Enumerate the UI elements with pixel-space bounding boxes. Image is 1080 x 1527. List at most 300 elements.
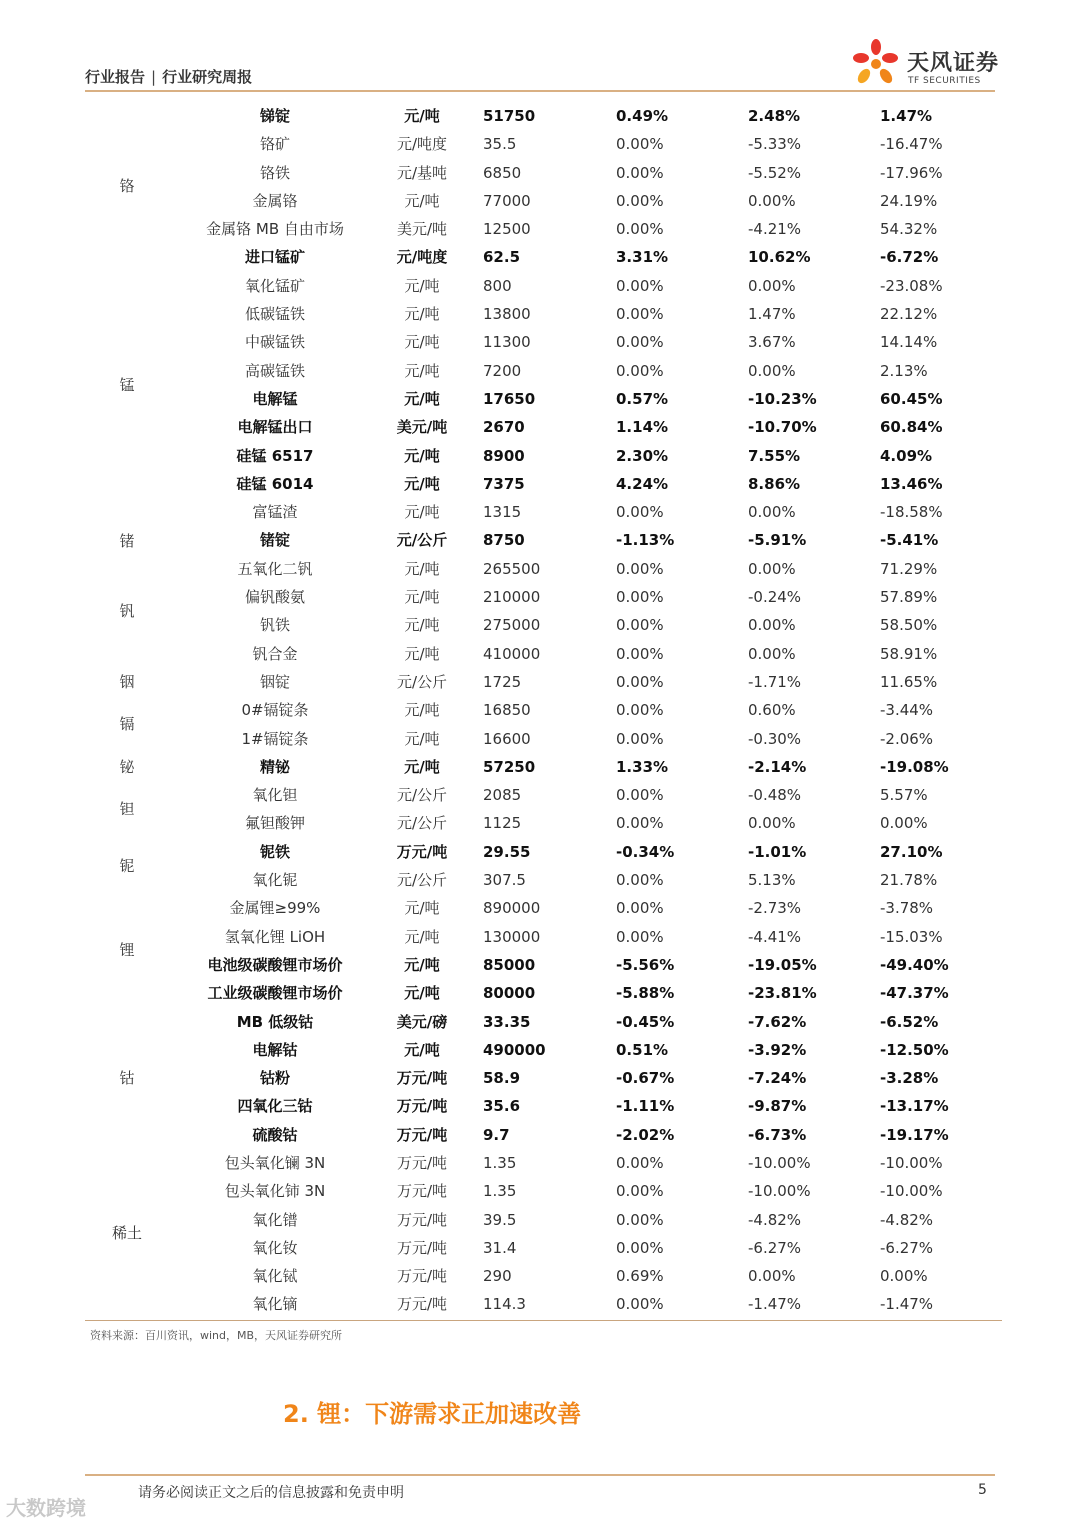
ytd-change-cell: 60.84% [880,418,943,437]
ytd-change-cell: 1.47% [880,107,933,125]
table-row [85,696,1002,724]
weekly-change-cell: 0.00% [616,729,664,748]
table-bottom-rule [85,1320,1002,1321]
weekly-change-cell: -0.34% [616,842,675,861]
ytd-change-cell: -49.40% [880,955,949,974]
table-row [85,328,1002,356]
monthly-change-cell: 5.13% [748,871,796,890]
table-row [85,951,1002,979]
unit-cell: 元/吨 [404,588,440,607]
monthly-change-cell: 0.00% [748,814,796,833]
price-cell: 307.5 [483,871,526,890]
ytd-change-cell: -6.27% [880,1238,934,1257]
weekly-change-cell: -1.13% [616,531,675,550]
metal-group-label: 铟 [119,673,135,691]
table-row [85,498,1002,526]
monthly-change-cell: -0.30% [748,729,802,748]
ytd-change-cell: 5.57% [880,786,928,805]
product-name-cell: 电解锰 [252,389,298,408]
weekly-change-cell: 0.00% [616,333,664,352]
monthly-change-cell: -6.73% [748,1125,807,1144]
price-cell: 7375 [483,474,525,493]
ytd-change-cell: 0.00% [880,1267,928,1286]
table-row [85,470,1002,498]
monthly-change-cell: -5.33% [748,135,802,154]
weekly-change-cell: 1.14% [616,418,669,437]
monthly-change-cell: -19.05% [748,955,817,974]
weekly-change-cell: 0.00% [616,361,664,380]
price-cell: 490000 [483,1040,546,1059]
unit-cell: 元/公斤 [396,871,448,890]
monthly-change-cell: 0.60% [748,701,796,720]
unit-cell: 元/吨 [404,644,440,663]
monthly-change-cell: -9.87% [748,1097,807,1116]
ytd-change-cell: -12.50% [880,1040,949,1059]
weekly-change-cell: 0.57% [616,389,669,408]
metal-group-label: 铌 [119,856,135,875]
price-cell: 2670 [483,418,525,437]
price-cell: 210000 [483,588,541,607]
unit-cell: 元/吨 [404,474,440,493]
weekly-change-cell: 0.00% [616,135,664,154]
product-name-cell: 电池级碳酸锂市场价 [207,955,343,974]
company-logo [850,38,1000,90]
unit-cell: 万元/吨 [396,1295,448,1314]
product-name-cell: 金属锂≥99% [229,899,321,918]
footer-disclaimer: 请务必阅读正文之后的信息披露和免责申明 [138,1485,404,1501]
ytd-change-cell: 0.00% [880,814,928,833]
weekly-change-cell: 1.33% [616,757,669,776]
weekly-change-cell: 0.00% [616,191,664,210]
product-name-cell: 电解钴 [252,1040,298,1059]
logo-name-cn: 天风证券 [907,51,1000,76]
table-row [85,159,1002,187]
monthly-change-cell: 0.00% [748,503,796,522]
ytd-change-cell: -13.17% [880,1097,949,1116]
monthly-change-cell: 0.00% [748,1267,796,1286]
price-cell: 51750 [483,107,536,125]
product-name-cell: 铌铁 [259,842,290,861]
ytd-change-cell: -3.28% [880,1069,939,1088]
header-separator: | [151,68,157,86]
table-row [85,1121,1002,1149]
monthly-change-cell: 7.55% [748,446,801,465]
product-name-cell: 锑锭 [259,107,290,125]
table-row [85,781,1002,809]
product-name-cell: 氧化铽 [252,1267,298,1286]
table-row [85,1064,1002,1092]
monthly-change-cell: 0.00% [748,644,796,663]
product-name-cell: MB 低级钴 [236,1012,314,1031]
header-title [85,66,252,87]
weekly-change-cell: 0.00% [616,559,664,578]
weekly-change-cell: 0.00% [616,588,664,607]
price-cell: 80000 [483,984,536,1003]
table-row [85,272,1002,300]
unit-cell: 元/吨 [404,729,440,748]
price-cell: 16600 [483,729,531,748]
table-row [85,102,1002,130]
monthly-change-cell: -2.14% [748,757,807,776]
ytd-change-cell: -15.03% [880,927,943,946]
unit-cell: 万元/吨 [396,1153,448,1172]
unit-cell: 万元/吨 [396,842,448,861]
unit-cell: 美元/吨 [396,418,448,437]
unit-cell: 万元/吨 [396,1238,448,1257]
page-number: 5 [978,1482,987,1498]
price-cell: 33.35 [483,1012,531,1031]
price-cell: 35.5 [483,135,517,154]
product-name-cell: 富锰渣 [252,503,298,522]
ytd-change-cell: 54.32% [880,220,938,239]
table-row [85,923,1002,951]
product-name-cell: 锗锭 [259,531,290,550]
price-cell: 800 [483,276,512,295]
product-name-cell: 氧化钕 [252,1238,298,1257]
ytd-change-cell: 58.91% [880,644,938,663]
ytd-change-cell: -4.82% [880,1210,934,1229]
table-row [85,555,1002,583]
product-name-cell: 包头氧化镧 3N [224,1153,326,1172]
price-cell: 31.4 [483,1238,517,1257]
table-row [85,838,1002,866]
product-name-cell: 金属铬 [252,191,298,210]
header-subtitle: 行业研究周报 [162,68,253,86]
price-cell: 12500 [483,220,531,239]
ytd-change-cell: -18.58% [880,503,943,522]
product-name-cell: 氧化钽 [252,786,298,805]
weekly-change-cell: -0.67% [616,1069,675,1088]
unit-cell: 美元/磅 [396,1012,448,1031]
monthly-change-cell: -10.00% [748,1182,811,1201]
monthly-change-cell: -23.81% [748,984,817,1003]
unit-cell: 元/公斤 [396,814,448,833]
monthly-change-cell: 1.47% [748,305,796,324]
product-name-cell: 钒铁 [259,616,290,635]
ytd-change-cell: -47.37% [880,984,949,1003]
weekly-change-cell: 0.00% [616,276,664,295]
price-cell: 39.5 [483,1210,517,1229]
unit-cell: 美元/吨 [396,220,448,239]
ytd-change-cell: 13.46% [880,474,943,493]
header-divider [85,90,995,92]
monthly-change-cell: 8.86% [748,474,801,493]
price-cell: 85000 [483,955,536,974]
ytd-change-cell: -3.78% [880,899,934,918]
table-row [85,442,1002,470]
weekly-change-cell: 3.31% [616,248,669,267]
weekly-change-cell: 0.00% [616,701,664,720]
weekly-change-cell: -0.45% [616,1012,675,1031]
monthly-change-cell: -7.62% [748,1012,807,1031]
price-cell: 8900 [483,446,525,465]
logo-name-en: TF SECURITIES [908,76,981,86]
table-row [85,1149,1002,1177]
metal-group-label: 钒 [119,601,135,620]
unit-cell: 元/公斤 [396,786,448,805]
ytd-change-cell: -2.06% [880,729,934,748]
metal-group-label: 锗 [119,531,135,550]
product-name-cell: 钴粉 [259,1069,290,1088]
weekly-change-cell: -5.56% [616,955,675,974]
monthly-change-cell: -7.24% [748,1069,807,1088]
unit-cell: 元/吨 [404,757,440,776]
monthly-change-cell: -0.48% [748,786,802,805]
table-row [85,668,1002,696]
unit-cell: 元/吨 [404,446,440,465]
ytd-change-cell: 60.45% [880,389,943,408]
weekly-change-cell: 0.51% [616,1040,669,1059]
table-row [85,809,1002,837]
weekly-change-cell: 0.00% [616,305,664,324]
monthly-change-cell: 0.00% [748,191,796,210]
weekly-change-cell: 0.00% [616,1182,664,1201]
ytd-change-cell: -6.52% [880,1012,939,1031]
ytd-change-cell: 2.13% [880,361,928,380]
unit-cell: 元/吨 [404,305,440,324]
weekly-change-cell: 0.00% [616,814,664,833]
monthly-change-cell: 0.00% [748,361,796,380]
unit-cell: 元/基吨 [396,163,448,182]
unit-cell: 元/吨 [404,559,440,578]
price-cell: 35.6 [483,1097,521,1116]
table-row [85,187,1002,215]
product-name-cell: 中碳锰铁 [244,333,305,352]
weekly-change-cell: 0.00% [616,1153,664,1172]
weekly-change-cell: -5.88% [616,984,675,1003]
table-row [85,611,1002,639]
table-row [85,1262,1002,1290]
monthly-change-cell: 3.67% [748,333,796,352]
ytd-change-cell: 27.10% [880,842,943,861]
ytd-change-cell: 57.89% [880,588,938,607]
table-row [85,1092,1002,1120]
monthly-change-cell: 10.62% [748,248,811,267]
product-name-cell: 电解锰出口 [237,418,313,437]
monthly-change-cell: -5.52% [748,163,802,182]
table-row [85,1036,1002,1064]
metal-group-label: 钴 [119,1068,135,1087]
unit-cell: 元/吨 [404,701,440,720]
monthly-change-cell: -0.24% [748,588,802,607]
monthly-change-cell: 0.00% [748,616,796,635]
monthly-change-cell: -1.01% [748,842,807,861]
table-row [85,243,1002,271]
monthly-change-cell: -3.92% [748,1040,807,1059]
price-cell: 62.5 [483,248,521,267]
price-cell: 58.9 [483,1069,521,1088]
unit-cell: 元/公斤 [396,672,448,691]
unit-cell: 元/吨 [404,191,440,210]
monthly-change-cell: -4.82% [748,1210,802,1229]
product-name-cell: 进口锰矿 [244,248,305,267]
ytd-change-cell: 71.29% [880,559,938,578]
metal-group-label: 铋 [119,757,135,776]
monthly-change-cell: -6.27% [748,1238,802,1257]
table-row [85,413,1002,441]
product-name-cell: 偏钒酸氨 [244,588,305,607]
product-name-cell: 氢氧化锂 LiOH [224,927,326,946]
price-cell: 57250 [483,757,536,776]
unit-cell: 万元/吨 [396,1267,448,1286]
watermark: 大数跨境 [6,1496,86,1520]
product-name-cell: 0#镉锭条 [241,701,309,720]
table-row [85,894,1002,922]
product-name-cell: 硫酸钴 [252,1125,298,1144]
ytd-change-cell: -19.08% [880,757,949,776]
product-name-cell: 铬铁 [259,163,290,182]
monthly-change-cell: -10.23% [748,389,817,408]
ytd-change-cell: -3.44% [880,701,934,720]
product-name-cell: 硅锰 6014 [236,474,314,493]
price-cell: 890000 [483,899,541,918]
product-name-cell: 1#镉锭条 [241,729,309,748]
price-cell: 114.3 [483,1295,526,1314]
product-name-cell: 高碳锰铁 [244,361,305,380]
product-name-cell: 氧化镨 [252,1210,298,1229]
table-row [85,1234,1002,1262]
ytd-change-cell: 22.12% [880,305,938,324]
product-name-cell: 铟锭 [259,672,290,691]
weekly-change-cell: 0.00% [616,644,664,663]
unit-cell: 万元/吨 [396,1097,448,1116]
price-cell: 290 [483,1267,512,1286]
monthly-change-cell: -10.70% [748,418,817,437]
product-name-cell: 五氧化二钒 [237,559,313,578]
ytd-change-cell: 4.09% [880,446,933,465]
ytd-change-cell: 24.19% [880,191,938,210]
unit-cell: 万元/吨 [396,1210,448,1229]
price-cell: 1315 [483,503,522,522]
weekly-change-cell: 0.00% [616,1210,664,1229]
monthly-change-cell: 0.00% [748,559,796,578]
price-cell: 77000 [483,191,531,210]
product-name-cell: 金属铬 MB 自由市场 [206,220,344,239]
table-row [85,640,1002,668]
ytd-change-cell: -5.41% [880,531,939,550]
unit-cell: 元/吨 [404,927,440,946]
price-cell: 1125 [483,814,522,833]
table-row [85,215,1002,243]
price-cell: 29.55 [483,842,531,861]
table-row [85,526,1002,554]
price-cell: 9.7 [483,1125,510,1144]
table-row [85,753,1002,781]
table-row [85,583,1002,611]
weekly-change-cell: 0.00% [616,1238,664,1257]
table-row [85,1177,1002,1205]
ytd-change-cell: -10.00% [880,1153,943,1172]
price-cell: 8750 [483,531,525,550]
section-title: 2. 锂：下游需求正加速改善 [283,1400,582,1428]
product-name-cell: 钒合金 [252,644,298,663]
monthly-change-cell: -2.73% [748,899,802,918]
monthly-change-cell: -1.71% [748,672,802,691]
weekly-change-cell: 0.00% [616,871,664,890]
product-name-cell: 低碳锰铁 [244,305,305,324]
flower-logo-icon [850,38,902,90]
ytd-change-cell: -10.00% [880,1182,943,1201]
weekly-change-cell: -1.11% [616,1097,675,1116]
weekly-change-cell: 0.49% [616,107,669,125]
price-cell: 1.35 [483,1182,517,1201]
unit-cell: 元/吨 [404,616,440,635]
product-name-cell: 精铋 [259,757,290,776]
price-cell: 1725 [483,672,522,691]
unit-cell: 元/吨 [404,1040,440,1059]
unit-cell: 元/吨度 [396,135,448,154]
product-name-cell: 四氧化三钴 [237,1097,313,1116]
price-cell: 265500 [483,559,541,578]
weekly-change-cell: 0.00% [616,503,664,522]
metal-group-label: 锰 [119,375,135,394]
monthly-change-cell: -1.47% [748,1295,802,1314]
price-cell: 16850 [483,701,531,720]
metal-price-table [85,102,1002,1319]
weekly-change-cell: 4.24% [616,474,669,493]
unit-cell: 元/吨 [404,389,440,408]
unit-cell: 万元/吨 [396,1182,448,1201]
table-row [85,130,1002,158]
ytd-change-cell: -6.72% [880,248,939,267]
table-row [85,357,1002,385]
unit-cell: 万元/吨 [396,1069,448,1088]
unit-cell: 元/吨 [404,955,440,974]
weekly-change-cell: 0.00% [616,672,664,691]
header-category: 行业报告 [85,68,146,86]
price-cell: 13800 [483,305,531,324]
source-note: 资料来源：百川资讯，wind，MB，天风证券研究所 [90,1329,343,1342]
metal-group-label: 铬 [119,177,135,196]
weekly-change-cell: 0.00% [616,899,664,918]
table-row [85,725,1002,753]
ytd-change-cell: 14.14% [880,333,938,352]
ytd-change-cell: -16.47% [880,135,943,154]
table-row [85,1008,1002,1036]
weekly-change-cell: 2.30% [616,446,669,465]
unit-cell: 元/吨度 [396,248,448,267]
table-row [85,979,1002,1007]
price-cell: 2085 [483,786,522,805]
ytd-change-cell: 11.65% [880,672,938,691]
monthly-change-cell: -4.41% [748,927,802,946]
price-cell: 6850 [483,163,522,182]
footer-divider [85,1474,995,1476]
price-cell: 11300 [483,333,531,352]
price-cell: 410000 [483,644,541,663]
unit-cell: 元/吨 [404,107,440,125]
metal-group-label: 稀土 [111,1224,142,1243]
weekly-change-cell: 0.00% [616,927,664,946]
ytd-change-cell: 21.78% [880,871,938,890]
unit-cell: 元/吨 [404,333,440,352]
weekly-change-cell: 0.00% [616,786,664,805]
product-name-cell: 铬矿 [259,135,290,154]
table-row [85,300,1002,328]
unit-cell: 元/公斤 [396,531,448,550]
product-name-cell: 氧化镝 [252,1295,298,1314]
weekly-change-cell: 0.00% [616,163,664,182]
monthly-change-cell: -4.21% [748,220,802,239]
table-row [85,385,1002,413]
product-name-cell: 氧化铌 [252,871,298,890]
table-row [85,1206,1002,1234]
metal-group-label: 镉 [119,715,135,734]
monthly-change-cell: 2.48% [748,107,801,125]
ytd-change-cell: -19.17% [880,1125,949,1144]
price-cell: 17650 [483,389,536,408]
weekly-change-cell: 0.00% [616,1295,664,1314]
